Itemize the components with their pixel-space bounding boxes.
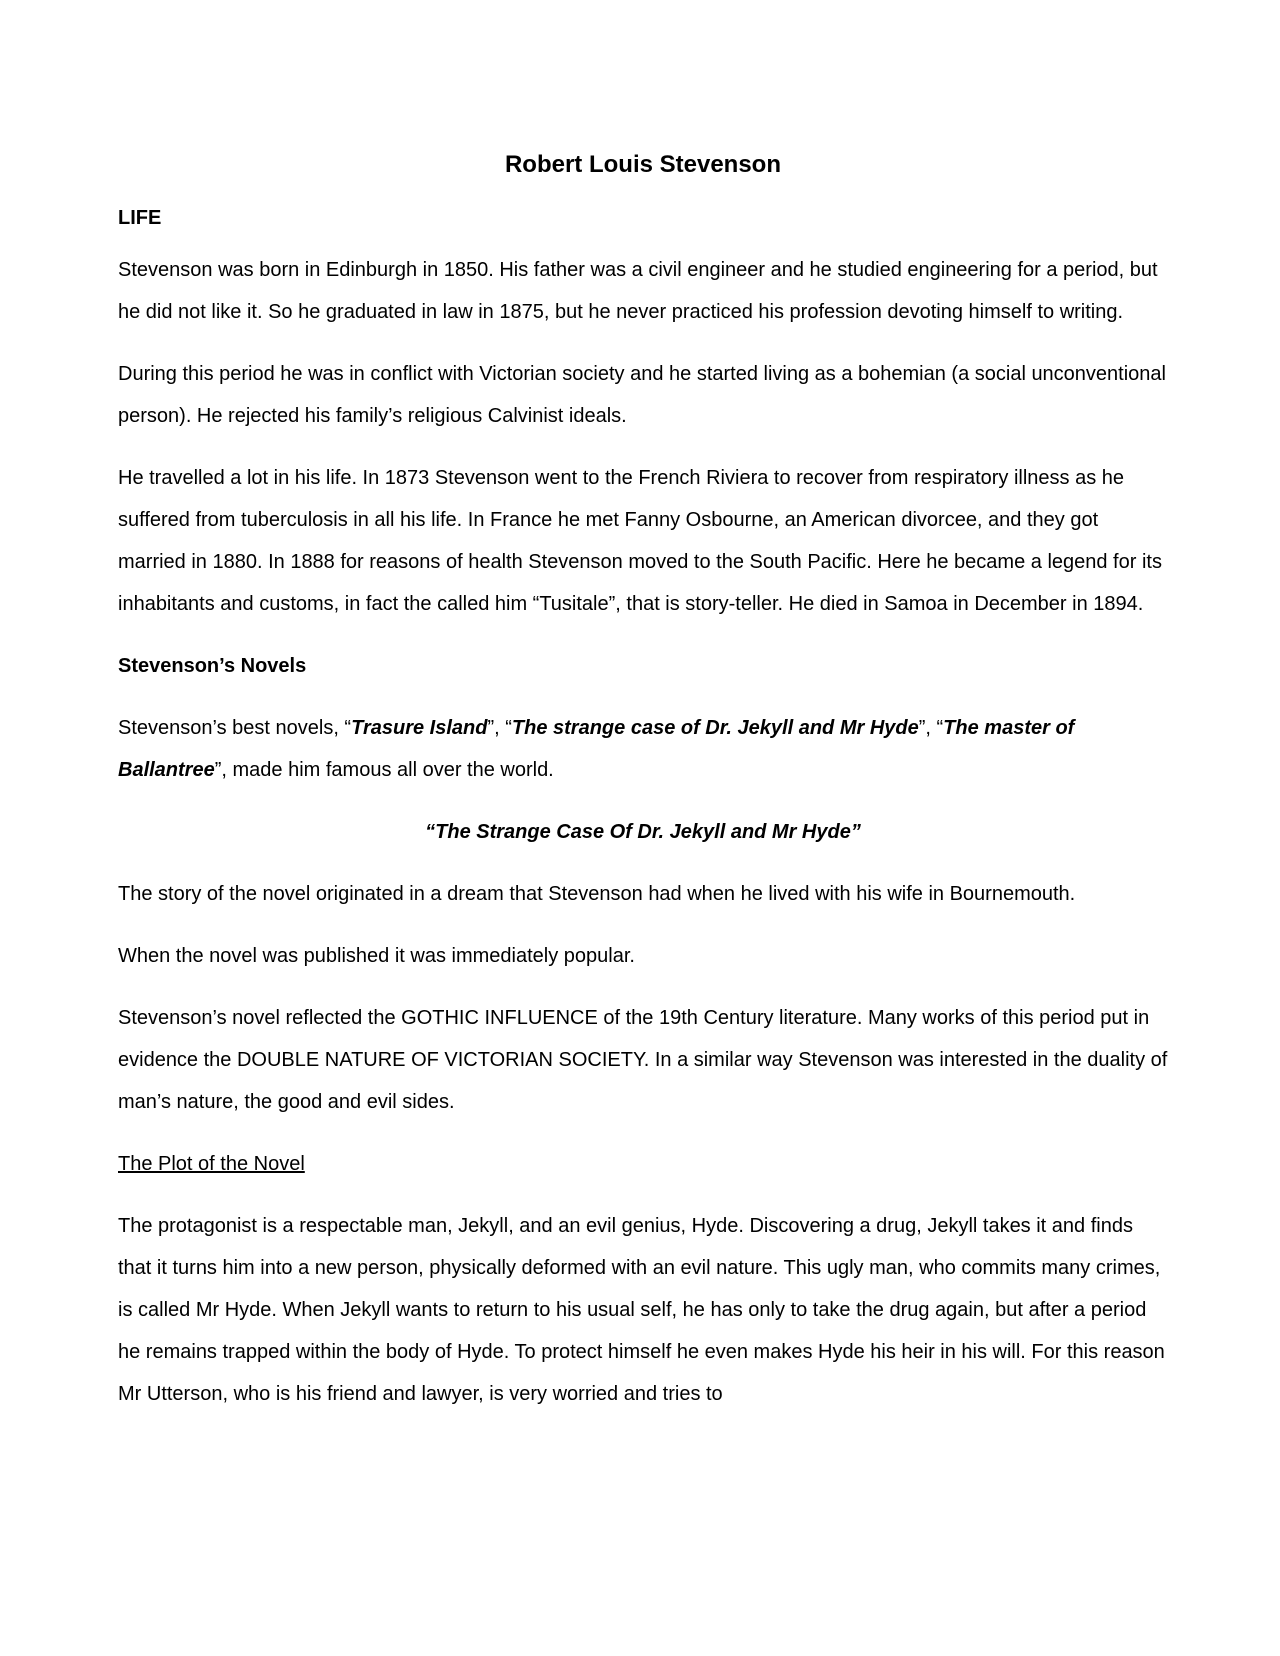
life-paragraph-2: During this period he was in conflict with Victorian society and he started living as a bohemian (a social unconventional person). He rejected his family’s religious Calvinist ideals. bbox=[118, 363, 1166, 427]
novels-text-3: ”, “ bbox=[918, 717, 944, 739]
plot-paragraph-1: The protagonist is a respectable man, Jekyll, and an evil genius, Hyde. Discovering a drug, Jekyll takes it and finds that it turns him into a new person, physically deformed with an evil nature. This ugly man, who commits many crimes, is called Mr Hyde. When Jekyll wants to return to his usual self, he has only to take the drug again, but after a period he remains trapped within the body of Hyde. To protect himself he even makes Hyde his heir in his will. For this reason Mr Utterson, who is his friend and lawyer, is very worried and tries to bbox=[118, 1215, 1165, 1405]
jekyll-paragraph-3: Stevenson’s novel reflected the GOTHIC INFLUENCE of the 19th Century literature. Many works of this period put in evidence the DOUBLE NATURE OF VICTORIAN SOCIETY. In a similar way Stevenson was interested in the duality of man’s nature, the good and evil sides. bbox=[118, 1007, 1168, 1113]
life-paragraph-3: He travelled a lot in his life. In 1873 Stevenson went to the French Riviera to recover from respiratory illness as he suffered from tuberculosis in all his life. In France he met Fanny Osbourne, an American divorcee, and they got married in 1880. In 1888 for reasons of health Stevenson moved to the South Pacific. Here he became a legend for its inhabitants and customs, in fact the called him “Tusitale”, that is story-teller. He died in Samoa in December in 1894. bbox=[118, 467, 1162, 615]
novels-text-1: Stevenson’s best novels, “ bbox=[118, 717, 352, 739]
novels-paragraph bbox=[118, 707, 1168, 791]
novel-title-master-ballantree: The master of Ballantree bbox=[118, 717, 1075, 781]
jekyll-paragraph-1: The story of the novel originated in a dream that Stevenson had when he lived with his wife in Bournemouth. bbox=[118, 883, 1076, 905]
document-body bbox=[118, 145, 1168, 1435]
document-title: Robert Louis Stevenson bbox=[504, 151, 782, 178]
novels-heading: Stevenson’s Novels bbox=[118, 655, 307, 677]
jekyll-section-title: “The Strange Case Of Dr. Jekyll and Mr Hyde” bbox=[425, 821, 861, 843]
novels-text-4: ”, made him famous all over the world. bbox=[214, 759, 554, 781]
life-heading: LIFE bbox=[118, 207, 162, 229]
jekyll-paragraph-2: When the novel was published it was immediately popular. bbox=[118, 945, 635, 967]
plot-heading: The Plot of the Novel bbox=[118, 1153, 305, 1175]
novels-text-2: ”, “ bbox=[487, 717, 512, 739]
life-paragraph-1: Stevenson was born in Edinburgh in 1850. His father was a civil engineer and he studied engineering for a period, but he did not like it. So he graduated in law in 1875, but he never practiced his profession devoting himself to writing. bbox=[118, 259, 1158, 323]
novel-title-treasure-island: Trasure Island bbox=[351, 717, 488, 739]
novel-title-jekyll-hyde: The strange case of Dr. Jekyll and Mr Hyde bbox=[511, 717, 919, 739]
